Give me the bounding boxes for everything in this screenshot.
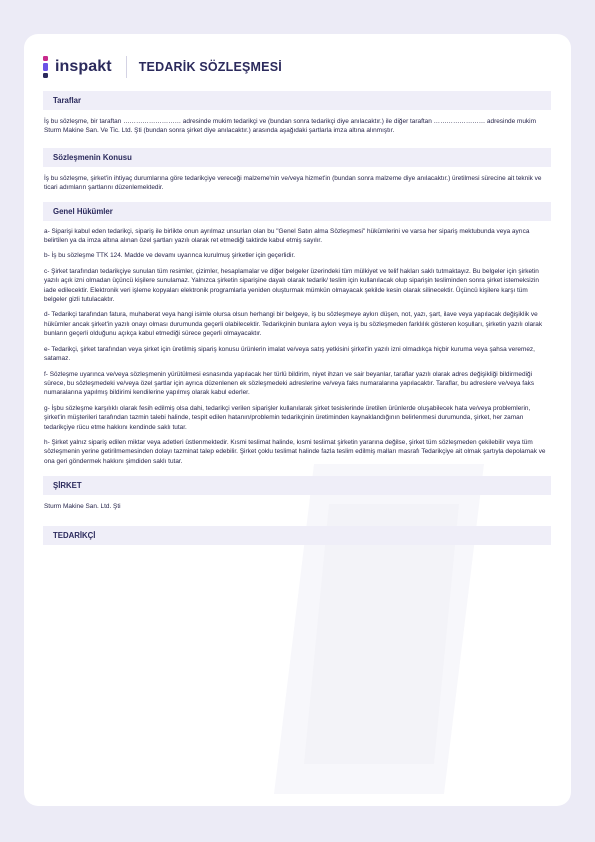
clause-c: c- Şirket tarafından tedarikçiye sunulan tüm resimler, çizimler, hesaplamalar ve diğer belgeler üzerindeki tüm mülkiyet ve telif hakları saklı tutmaktayız. Bu belgeler için şirketin yazılı açık izni olmadan üçüncü kişilere sunulamaz. Yalnızca şirketin siparişine dayalı olarak tedarik/ teslim için kullanılacak olup siparişin tesliminden sonra şirket istemeksizin iade edilecektir. Elektronik veri işleme kopyaları elektronik programlarla yeniden oluşturmak mümkün olmayacak şekilde kesin olarak silinecektir. Üçüncü kişilere karşı tüm belgeler gizli tutulacaktır. <box>44 267 539 304</box>
clause-b: b- İş bu sözleşme TTK 124. Madde ve devamı uyarınca kurulmuş şirketler için geçerlidir. <box>44 252 296 260</box>
section-heading-genel: Genel Hükümler <box>43 202 551 221</box>
section-heading-tedarikci: TEDARİKÇİ <box>43 526 551 545</box>
header-divider <box>126 56 127 78</box>
clause-f: f- Sözleşme uyarınca ve/veya sözleşmenin yürütülmesi esnasında yapılacak her türlü bildirim, niyet ihzarı ve sair beyanlar, taraflar yazılı olarak adres değişikliği bildirmediği sürece, bu sözleşmedeki ve/veya özel şartlar için ayrıca düzenlenen ek sözleşmedeki adreslerine ve/veya faks numaralarına yapılacaktır. Taraflar, bu adreslere ve/veya faks numaralarına yapılmış bildirimi kendilerine yapılmış olarak kabul ederler. <box>44 370 535 397</box>
clause-e: e- Tedarikçi, şirket tarafından veya şirket için üretilmiş sipariş konusu ürünlerin imalat ve/veya satış yetkisini şirket'in yazılı izni olmadıkça hiçbir kuruma veya şahsa veremez, satamaz. <box>44 345 535 363</box>
section-heading-sirket: ŞİRKET <box>43 476 551 495</box>
clause-a: a- Siparişi kabul eden tedarikçi, sipariş ile birlikte onun ayrılmaz unsurları olan bu "Genel Satın alma Sözleşmesi" hükümlerini ve varsa her sipariş mektubunda veya ayrıca belirtilen ya da imza altına alınan özel şartları yazılı olarak ret etmediği taktirde kabul etmiş sayılır. <box>44 227 530 245</box>
clause-g: g- İşbu sözleşme karşılıklı olarak fesih edilmiş olsa dahi, tedarikçi verilen siparişler kullanılarak şirket tesislerinde üretilen ürünlerde oluşabilecek hata ve/veya problemlerin, şirket'in müşterileri tarafından tazmin talebi halinde, tespit edilen hatanın/problemin tedarikçinin üretiminden kaynaklandığının belirlenmesi durumunda, şirket, her zaman tedarikçiye rücu etme hakkını kendinde saklı tutar. <box>44 404 531 431</box>
inspakt-logo-icon <box>42 56 50 78</box>
section-heading-konu: Sözleşmenin Konusu <box>43 148 551 167</box>
sirket-name: Sturm Makine San. Ltd. Şti <box>44 503 121 511</box>
document-header <box>42 54 282 80</box>
taraflar-text: İş bu sözleşme, bir taraftan ……………………… adresinde mukim tedarikçi ve (bundan sonra tedarikçi diye anılacaktır.) ile diğer taraftan …………………… adresinde mukim Sturm Makine San. Ve Tic. Ltd. Şti (bundan sonra şirket diye anılacaktır.) arasında aşağıdaki şartlarla imza altına alınmıştır. <box>44 118 536 135</box>
clause-h: h- Şirket yalnız sipariş edilen miktar veya adetleri üstlenmektedir. Kısmi teslimat halinde, kısmi teslimat şirketin yararına değilse, şirket tüm sözleşmeden çekilebilir veya tüm sözleşmenin yerine getirilmemesinden dolayı tazminat talep edebilir. Şirket çoklu teslimat halinde fazla teslim edilmiş malları masrafı Tedarikçiye ait olmak şartıyla depolamak ve ona geri göndermek hakkını şimdiden saklı tutar. <box>44 438 546 465</box>
document-title: TEDARİK SÖZLEŞMESİ <box>138 60 282 74</box>
clause-d: d- Tedarikçi tarafından fatura, muhaberat veya hangi isimle olursa olsun herhangi bir belgeye, iş bu sözleşmeye aykırı düşen, not, yazı, şart, ilave veya yapılacak değişiklik ve hükümler ancak şirket'in yazılı onayı olması durumunda geçerli olabilecektir. Tedarikçinin bunlara aykırı veya iş bu sözleşmeden farklılık gösteren koşulları, şirketin yazılı olarak bunların geçerli olduğunu açıkça kabul etmediği sürece geçerli olmayacaktır. <box>44 311 543 338</box>
document-card <box>24 34 571 806</box>
brand-logo <box>42 56 112 78</box>
section-heading-taraflar: Taraflar <box>43 91 551 110</box>
brand-name: inspakt <box>55 58 112 75</box>
konu-text: İş bu sözleşme, şirket'in ihtiyaç durumlarına göre tedarikçiye vereceği malzeme'nin ve/veya hizmet'in (bundan sonra malzeme diye anılacaktır.) üretilmesi sürecine ait teknik ve ticari adımların şartlarını düzenlemektedir. <box>44 174 542 192</box>
document-body <box>44 91 551 545</box>
